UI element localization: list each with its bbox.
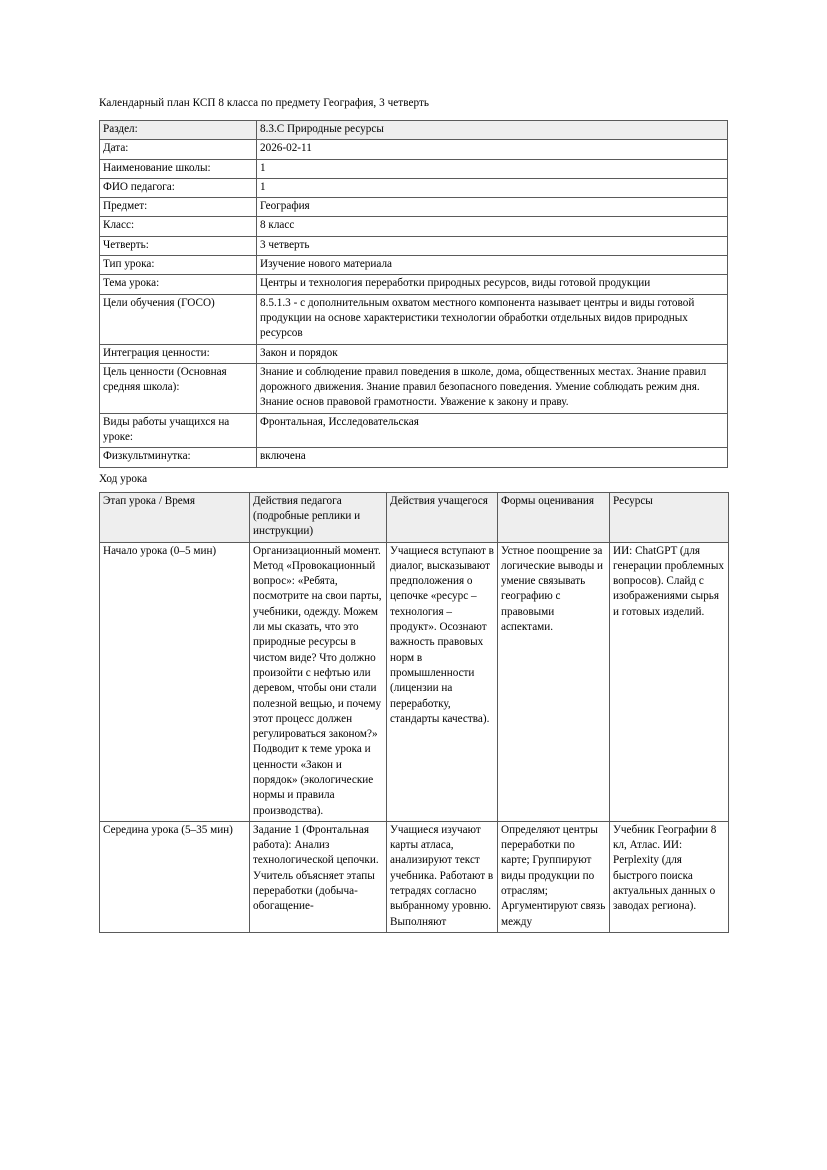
table-row xyxy=(100,413,728,448)
info-value: Закон и порядок xyxy=(257,344,728,363)
info-label: Цель ценности (Основная средняя школа): xyxy=(100,363,257,413)
info-label: Физкультминутка: xyxy=(100,448,257,467)
lesson-flow-caption: Ход урока xyxy=(99,472,148,485)
info-value: География xyxy=(257,198,728,217)
info-label: Раздел: xyxy=(100,121,257,140)
table-row xyxy=(100,821,729,932)
table-row xyxy=(100,363,728,413)
cell-teacher-actions: Задание 1 (Фронтальная работа): Анализ технологической цепочки. Учитель объясняет этапы переработки (добыча-обогащение- xyxy=(250,821,387,932)
table-row xyxy=(100,236,728,255)
cell-resources: ИИ: ChatGPT (для генерации проблемных вопросов). Слайд с изображениями сырья и готовых изделий. xyxy=(610,542,729,821)
column-header-student-actions: Действия учащегося xyxy=(387,492,498,542)
column-header-assessment: Формы оценивания xyxy=(498,492,610,542)
cell-student-actions: Учащиеся вступают в диалог, высказывают предположения о цепочке «ресурс – технология – продукт». Осознают важность правовых норм в промышленности (лицензии на переработку, стандарты качества). xyxy=(387,542,498,821)
cell-student-actions: Учащиеся изучают карты атласа, анализируют текст учебника. Работают в тетрадях согласно выбранному уровню. Выполняют xyxy=(387,821,498,932)
info-value: 8 класс xyxy=(257,217,728,236)
info-label: Класс: xyxy=(100,217,257,236)
column-header-teacher-actions: Действия педагога (подробные реплики и инструкции) xyxy=(250,492,387,542)
table-row xyxy=(100,344,728,363)
info-label: Виды работы учащихся на уроке: xyxy=(100,413,257,448)
info-label: Четверть: xyxy=(100,236,257,255)
cell-stage: Середина урока (5–35 мин) xyxy=(100,821,250,932)
info-value: Знание и соблюдение правил поведения в школе, дома, общественных местах. Знание правил дорожного движения. Знание правил безопасного поведения. Умение соблюдать режим дня. Знание основ правовой грамотности. Уважение к закону и праву. xyxy=(257,363,728,413)
info-value: Центры и технология переработки природных ресурсов, виды готовой продукции xyxy=(257,275,728,294)
cell-teacher-actions: Организационный момент. Метод «Провокационный вопрос»: «Ребята, посмотрите на свои парты, учебники, одежду. Можем ли мы сказать, что это природные ресурсы в чистом виде? Что должно произойти с нефтью или деревом, чтобы они стали полезной вещью, и почему этот процесс должен регулироваться законом?» Подводит к теме урока и ценности «Закон и порядок» (экологические нормы и правила производства). xyxy=(250,542,387,821)
table-row xyxy=(100,542,729,821)
cell-assessment: Устное поощрение за логические выводы и умение связывать географию с правовыми аспектами. xyxy=(498,542,610,821)
column-header-resources: Ресурсы xyxy=(610,492,729,542)
table-header-row xyxy=(100,492,729,542)
info-label: Интеграция ценности: xyxy=(100,344,257,363)
cell-assessment: Определяют центры переработки по карте; Группируют виды продукции по отраслям; Аргументируют связь между xyxy=(498,821,610,932)
info-value: Изучение нового материала xyxy=(257,256,728,275)
page-title: Календарный план КСП 8 класса по предмету География, 3 четверть xyxy=(99,97,430,109)
table-row xyxy=(100,121,728,140)
table-row xyxy=(100,178,728,197)
lesson-flow-table xyxy=(99,492,729,933)
info-label: ФИО педагога: xyxy=(100,178,257,197)
table-row xyxy=(100,159,728,178)
table-row xyxy=(100,198,728,217)
info-label: Тип урока: xyxy=(100,256,257,275)
lesson-flow-head xyxy=(100,492,729,542)
info-label: Цели обучения (ГОСО) xyxy=(100,294,257,344)
info-label: Дата: xyxy=(100,140,257,159)
lesson-info-body xyxy=(100,121,728,468)
lesson-flow-body xyxy=(100,542,729,932)
table-row xyxy=(100,217,728,236)
info-value: Фронтальная, Исследовательская xyxy=(257,413,728,448)
table-row xyxy=(100,275,728,294)
cell-stage: Начало урока (0–5 мин) xyxy=(100,542,250,821)
column-header-stage: Этап урока / Время xyxy=(100,492,250,542)
info-value: 1 xyxy=(257,159,728,178)
table-row xyxy=(100,140,728,159)
info-value: 8.5.1.3 - с дополнительным охватом местного компонента называет центры и виды готовой продукции на основе характеристики технологии обработки отдельных видов природных ресурсов xyxy=(257,294,728,344)
table-row xyxy=(100,256,728,275)
table-row xyxy=(100,448,728,467)
lesson-info-table xyxy=(99,120,728,468)
info-value: 3 четверть xyxy=(257,236,728,255)
info-value: 2026-02-11 xyxy=(257,140,728,159)
info-value: включена xyxy=(257,448,728,467)
cell-resources: Учебник Географии 8 кл, Атлас. ИИ: Perplexity (для быстрого поиска актуальных данных о заводах региона). xyxy=(610,821,729,932)
info-value: 1 xyxy=(257,178,728,197)
info-label: Наименование школы: xyxy=(100,159,257,178)
info-value: 8.3.С Природные ресурсы xyxy=(257,121,728,140)
info-label: Тема урока: xyxy=(100,275,257,294)
info-label: Предмет: xyxy=(100,198,257,217)
table-row xyxy=(100,294,728,344)
